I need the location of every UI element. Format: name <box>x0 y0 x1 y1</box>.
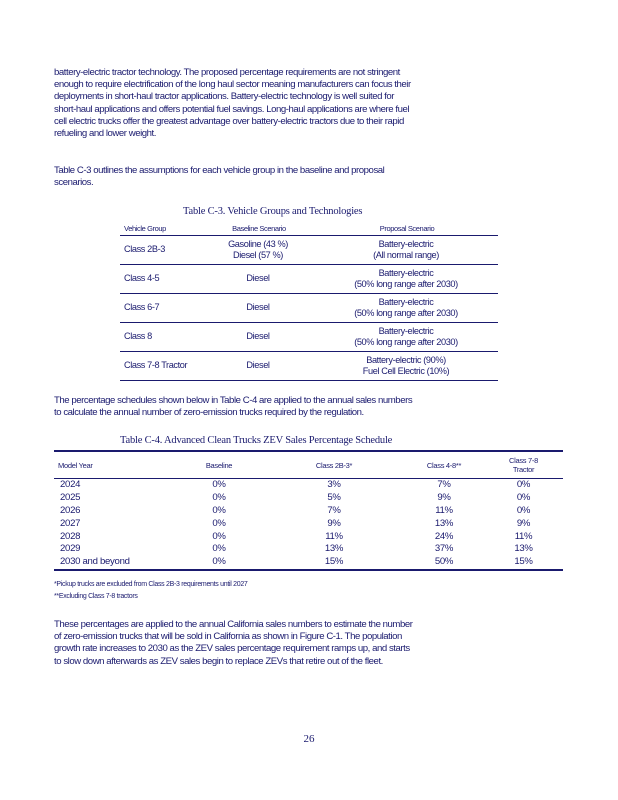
table-cell: Battery-electric (50% long range after 2030) <box>312 294 498 323</box>
table-row <box>120 352 498 381</box>
table-row <box>54 505 563 518</box>
table-cell: Battery-electric (50% long range after 2030) <box>312 323 498 352</box>
table-c3-caption: Table C-3. Vehicle Groups and Technologies <box>183 206 363 217</box>
table-cell: 13% <box>324 543 344 555</box>
text-line: short-haul applications and offers potential fuel savings. Long-haul applications are where fuel <box>54 103 410 115</box>
table-row <box>54 530 563 543</box>
table-row <box>54 543 563 556</box>
text-line: These percentages are applied to the annual California sales numbers to estimate the number <box>54 619 413 630</box>
table-cell: Class 4-5 <box>120 265 202 294</box>
text-line: to slow down afterwards as ZEV sales begin to replace ZEVs that retire out of the fleet. <box>54 655 383 667</box>
table-row <box>120 265 498 294</box>
table-cell: 2027 <box>60 517 81 529</box>
table-cell: 15% <box>484 556 563 570</box>
table-cell: Battery-electric (90%) Fuel Cell Electric (10%) <box>312 352 498 381</box>
table-cell: 2030 and beyond <box>54 556 174 570</box>
table-cell: Gasoline (43 %) Diesel (57 %) <box>202 236 312 265</box>
text-line: of zero-emission trucks that will be sold in California as shown in Figure C-1. The population <box>54 631 402 643</box>
text-line: growth rate increases to 2030 as the ZEV sales percentage requirement ramps up, and starts <box>54 643 410 655</box>
table-c4-caption: Table C-4. Advanced Clean Trucks ZEV Sales Percentage Schedule <box>120 435 393 446</box>
table-cell: Class 8 <box>120 323 202 352</box>
table-cell: 0% <box>212 543 226 555</box>
table-c3-intro-paragraph <box>54 165 554 189</box>
text-line: The percentage schedules shown below in Table C-4 are applied to the annual sales numbers <box>54 395 413 406</box>
table-cell: 0% <box>212 530 226 542</box>
text-line: deployments in short-haul tractor applications. Battery-electric technology is well suited for <box>54 91 395 103</box>
table-cell: 0% <box>516 492 531 504</box>
column-header: Baseline Scenario <box>202 222 312 236</box>
closing-paragraph <box>54 619 554 668</box>
column-header: Vehicle Group <box>120 222 202 236</box>
table-row <box>120 323 498 352</box>
table-cell: Battery-electric (50% long range after 2030) <box>312 265 498 294</box>
table-cell: 24% <box>434 530 454 542</box>
table-cell: 2029 <box>60 543 81 555</box>
table-cell: 37% <box>434 543 454 555</box>
table-c4-intro-paragraph <box>54 395 554 419</box>
table-cell: Diesel <box>202 352 312 381</box>
text-line: enough to require electrification of the long haul sector meaning manufacturers can focus their <box>54 79 411 91</box>
table-cell: 2028 <box>60 530 81 542</box>
column-header: Baseline <box>174 451 264 479</box>
table-c3 <box>120 222 498 381</box>
table-cell: 0% <box>212 517 226 529</box>
table-cell: 11% <box>435 504 453 516</box>
table-cell: Class 2B-3 <box>120 236 202 265</box>
page-number: 26 <box>303 733 315 745</box>
table-header-row <box>120 222 498 236</box>
column-header: Class 4-8** <box>404 451 484 479</box>
table-cell: Diesel <box>202 294 312 323</box>
text-line: scenarios. <box>54 177 94 189</box>
table-cell: 0% <box>516 479 531 491</box>
table-cell: 9% <box>327 517 341 529</box>
table-cell: 0% <box>174 556 264 570</box>
table-cell: 13% <box>514 543 533 555</box>
table-cell: 13% <box>434 517 454 529</box>
table-footnote: *Pickup trucks are excluded from Class 2B-3 requirements until 2027 <box>54 581 248 588</box>
table-cell: 15% <box>264 556 404 570</box>
text-line: Table C-3 outlines the assumptions for each vehicle group in the baseline and proposal <box>54 165 385 176</box>
table-cell: 2024 <box>60 479 81 491</box>
table-cell: 0% <box>212 479 226 491</box>
table-cell: 7% <box>437 479 451 491</box>
table-cell: 50% <box>404 556 484 570</box>
table-cell: Diesel <box>202 323 312 352</box>
table-cell: 9% <box>516 517 531 529</box>
table-header-row <box>54 451 563 479</box>
text-line: battery-electric tractor technology. The proposed percentage requirements are not stringent <box>54 67 400 78</box>
column-header: Class 7-8 Tractor <box>484 451 563 479</box>
table-row <box>54 479 563 492</box>
table-cell: 0% <box>212 504 226 516</box>
table-row <box>54 492 563 505</box>
table-cell: Class 6-7 <box>120 294 202 323</box>
table-row <box>120 236 498 265</box>
intro-paragraph <box>54 67 554 140</box>
column-header: Proposal Scenario <box>312 222 498 236</box>
column-header: Model Year <box>54 451 174 479</box>
table-cell: 2026 <box>60 504 81 516</box>
column-header: Class 2B-3* <box>264 451 404 479</box>
table-cell: 0% <box>516 504 531 516</box>
table-cell: 0% <box>212 492 226 504</box>
table-row <box>54 556 563 570</box>
table-cell: 9% <box>437 492 451 504</box>
table-cell: Diesel <box>202 265 312 294</box>
table-cell: 5% <box>327 492 341 504</box>
table-row <box>54 517 563 530</box>
table-row <box>120 294 498 323</box>
table-cell: 3% <box>327 479 341 491</box>
table-cell: Battery-electric (All normal range) <box>312 236 498 265</box>
table-cell: 11% <box>325 530 343 542</box>
text-line: to calculate the annual number of zero-emission trucks required by the regulation. <box>54 407 364 419</box>
table-cell: 11% <box>514 530 533 542</box>
table-c4 <box>54 450 563 571</box>
text-line: refueling and lower weight. <box>54 128 156 140</box>
table-cell: 2025 <box>60 492 81 504</box>
text-line: cell electric trucks offer the greatest advantage over battery-electric tractors due to their rapid <box>54 115 404 127</box>
table-cell: Class 7-8 Tractor <box>120 352 202 381</box>
table-footnote: **Excluding Class 7-8 tractors <box>54 593 138 600</box>
table-cell: 7% <box>327 504 341 516</box>
